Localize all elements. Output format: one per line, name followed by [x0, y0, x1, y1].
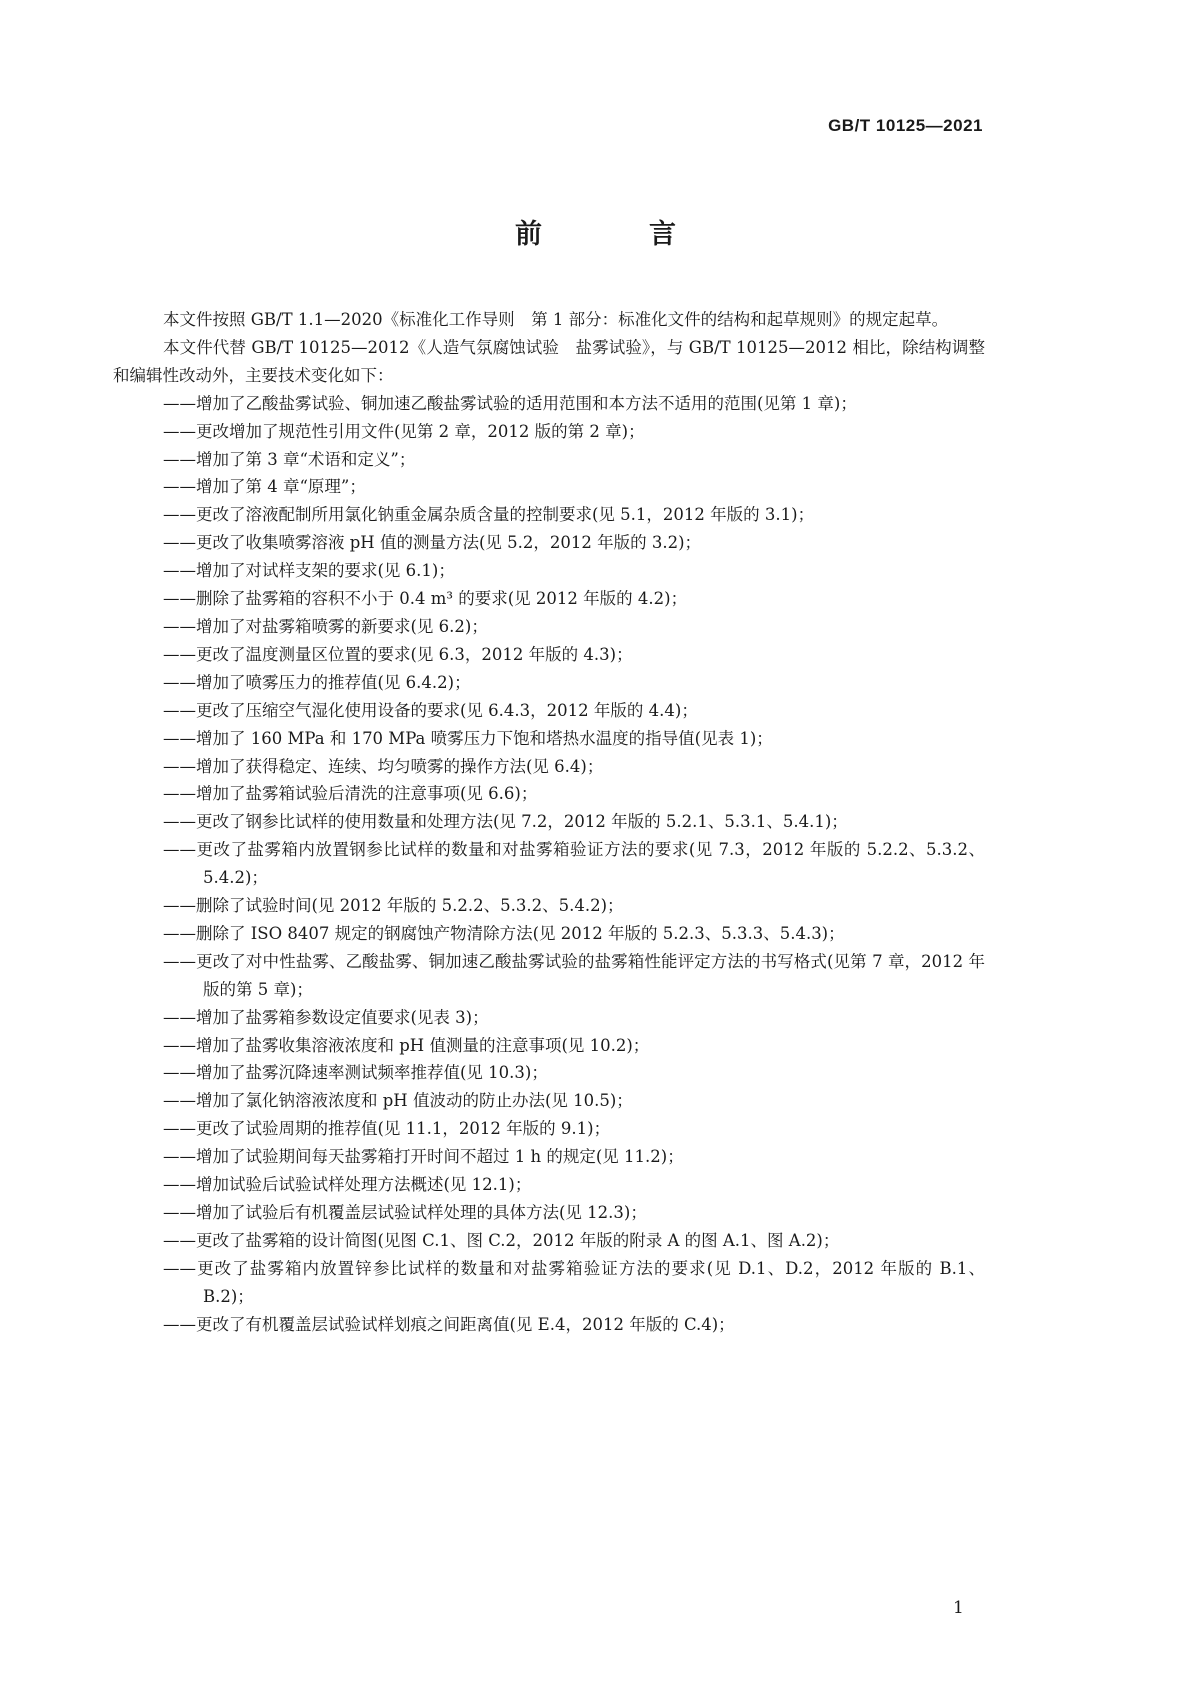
- change-item: ——更改了温度测量区位置的要求(见 6.3，2012 年版的 4.3)；: [163, 644, 633, 664]
- change-item: ——增加了氯化钠溶液浓度和 pH 值波动的防止办法(见 10.5)；: [163, 1091, 633, 1111]
- change-item: ——增加试验后试验试样处理方法概述(见 12.1)；: [163, 1175, 532, 1195]
- paragraph: 本文件按照 GB/T 1.1—2020《标准化工作导则 第 1 部分：标准化文件的结构和起草规则》的规定起草。: [163, 310, 949, 329]
- change-item: ——增加了喷雾压力的推荐值(见 6.4.2)；: [163, 672, 471, 692]
- change-item: ——更改了试验周期的推荐值(见 11.1，2012 年版的 9.1)；: [163, 1119, 611, 1139]
- change-item: ——更改增加了规范性引用文件(见第 2 章，2012 版的第 2 章)；: [163, 421, 645, 441]
- change-item: ——增加了盐雾收集溶液浓度和 pH 值测量的注意事项(见 10.2)；: [163, 1035, 650, 1055]
- change-item: ——更改了盐雾箱内放置钢参比试样的数量和对盐雾箱验证方法的要求(见 7.3，2012 年版的 5.2.2、5.3.2、5.4.2)；: [163, 840, 985, 888]
- change-item: ——增加了乙酸盐雾试验、铜加速乙酸盐雾试验的适用范围和本方法不适用的范围(见第 1 章)；: [163, 393, 857, 413]
- change-item: ——增加了盐雾箱参数设定值要求(见表 3)；: [163, 1007, 489, 1027]
- standard-number: GB/T 10125—2021: [828, 116, 983, 135]
- change-item: ——增加了第 3 章“术语和定义”；: [163, 449, 416, 469]
- change-item: ——增加了对试样支架的要求(见 6.1)；: [163, 561, 455, 581]
- change-item: ——更改了钢参比试样的使用数量和处理方法(见 7.2，2012 年版的 5.2.1、5.3.1、5.4.1)；: [163, 812, 848, 832]
- change-item: ——更改了收集喷雾溶液 pH 值的测量方法(见 5.2，2012 年版的 3.2)；: [163, 533, 702, 553]
- change-item: ——增加了试验后有机覆盖层试验试样处理的具体方法(见 12.3)；: [163, 1203, 647, 1222]
- change-item: ——增加了盐雾沉降速率测试频率推荐值(见 10.3)；: [163, 1063, 548, 1083]
- change-item: ——更改了有机覆盖层试验试样划痕之间距离值(见 E.4，2012 年版的 C.4)；: [163, 1314, 735, 1334]
- change-item: ——增加了第 4 章“原理”；: [163, 477, 366, 497]
- change-item: ——增加了 160 MPa 和 170 MPa 喷雾压力下饱和塔热水温度的指导值(见表 1)；: [163, 728, 773, 748]
- changes-list: [113, 390, 985, 1339]
- change-item: ——增加了获得稳定、连续、均匀喷雾的操作方法(见 6.4)；: [163, 756, 604, 776]
- change-item: ——更改了对中性盐雾、乙酸盐雾、铜加速乙酸盐雾试验的盐雾箱性能评定方法的书写格式(见第 7 章，2012 年版的第 5 章)；: [163, 951, 985, 999]
- change-item: ——增加了对盐雾箱喷雾的新要求(见 6.2)；: [163, 616, 488, 636]
- change-item: ——增加了盐雾箱试验后清洗的注意事项(见 6.6)；: [163, 784, 538, 804]
- change-item: ——删除了 ISO 8407 规定的钢腐蚀产物清除方法(见 2012 年版的 5.2.3、5.3.3、5.4.3)；: [163, 923, 845, 943]
- change-item: ——增加了试验期间每天盐雾箱打开时间不超过 1 h 的规定(见 11.2)；: [163, 1147, 684, 1167]
- change-item: ——更改了压缩空气湿化使用设备的要求(见 6.4.3，2012 年版的 4.4)；: [163, 700, 698, 720]
- page-number: 1: [953, 1598, 964, 1618]
- change-item: ——更改了溶液配制所用氯化钠重金属杂质含量的控制要求(见 5.1，2012 年版的 3.1)；: [163, 505, 815, 525]
- change-item: ——更改了盐雾箱内放置锌参比试样的数量和对盐雾箱验证方法的要求(见 D.1、D.2，2012 年版的 B.1、B.2)；: [163, 1258, 985, 1306]
- change-item: ——更改了盐雾箱的设计简图(见图 C.1、图 C.2，2012 年版的附录 A 的图 A.1、图 A.2)；: [163, 1230, 840, 1250]
- change-item: ——删除了盐雾箱的容积不小于 0.4 m³ 的要求(见 2012 年版的 4.2)；: [163, 589, 688, 609]
- document-body: [113, 306, 985, 1339]
- change-item: ——删除了试验时间(见 2012 年版的 5.2.2、5.3.2、5.4.2)；: [163, 896, 624, 916]
- paragraph: 本文件代替 GB/T 10125—2012《人造气氛腐蚀试验 盐雾试验》，与 GB/T 10125—2012 相比，除结构调整和编辑性改动外，主要技术变化如下：: [113, 337, 985, 385]
- page-title: 前 言: [515, 219, 716, 250]
